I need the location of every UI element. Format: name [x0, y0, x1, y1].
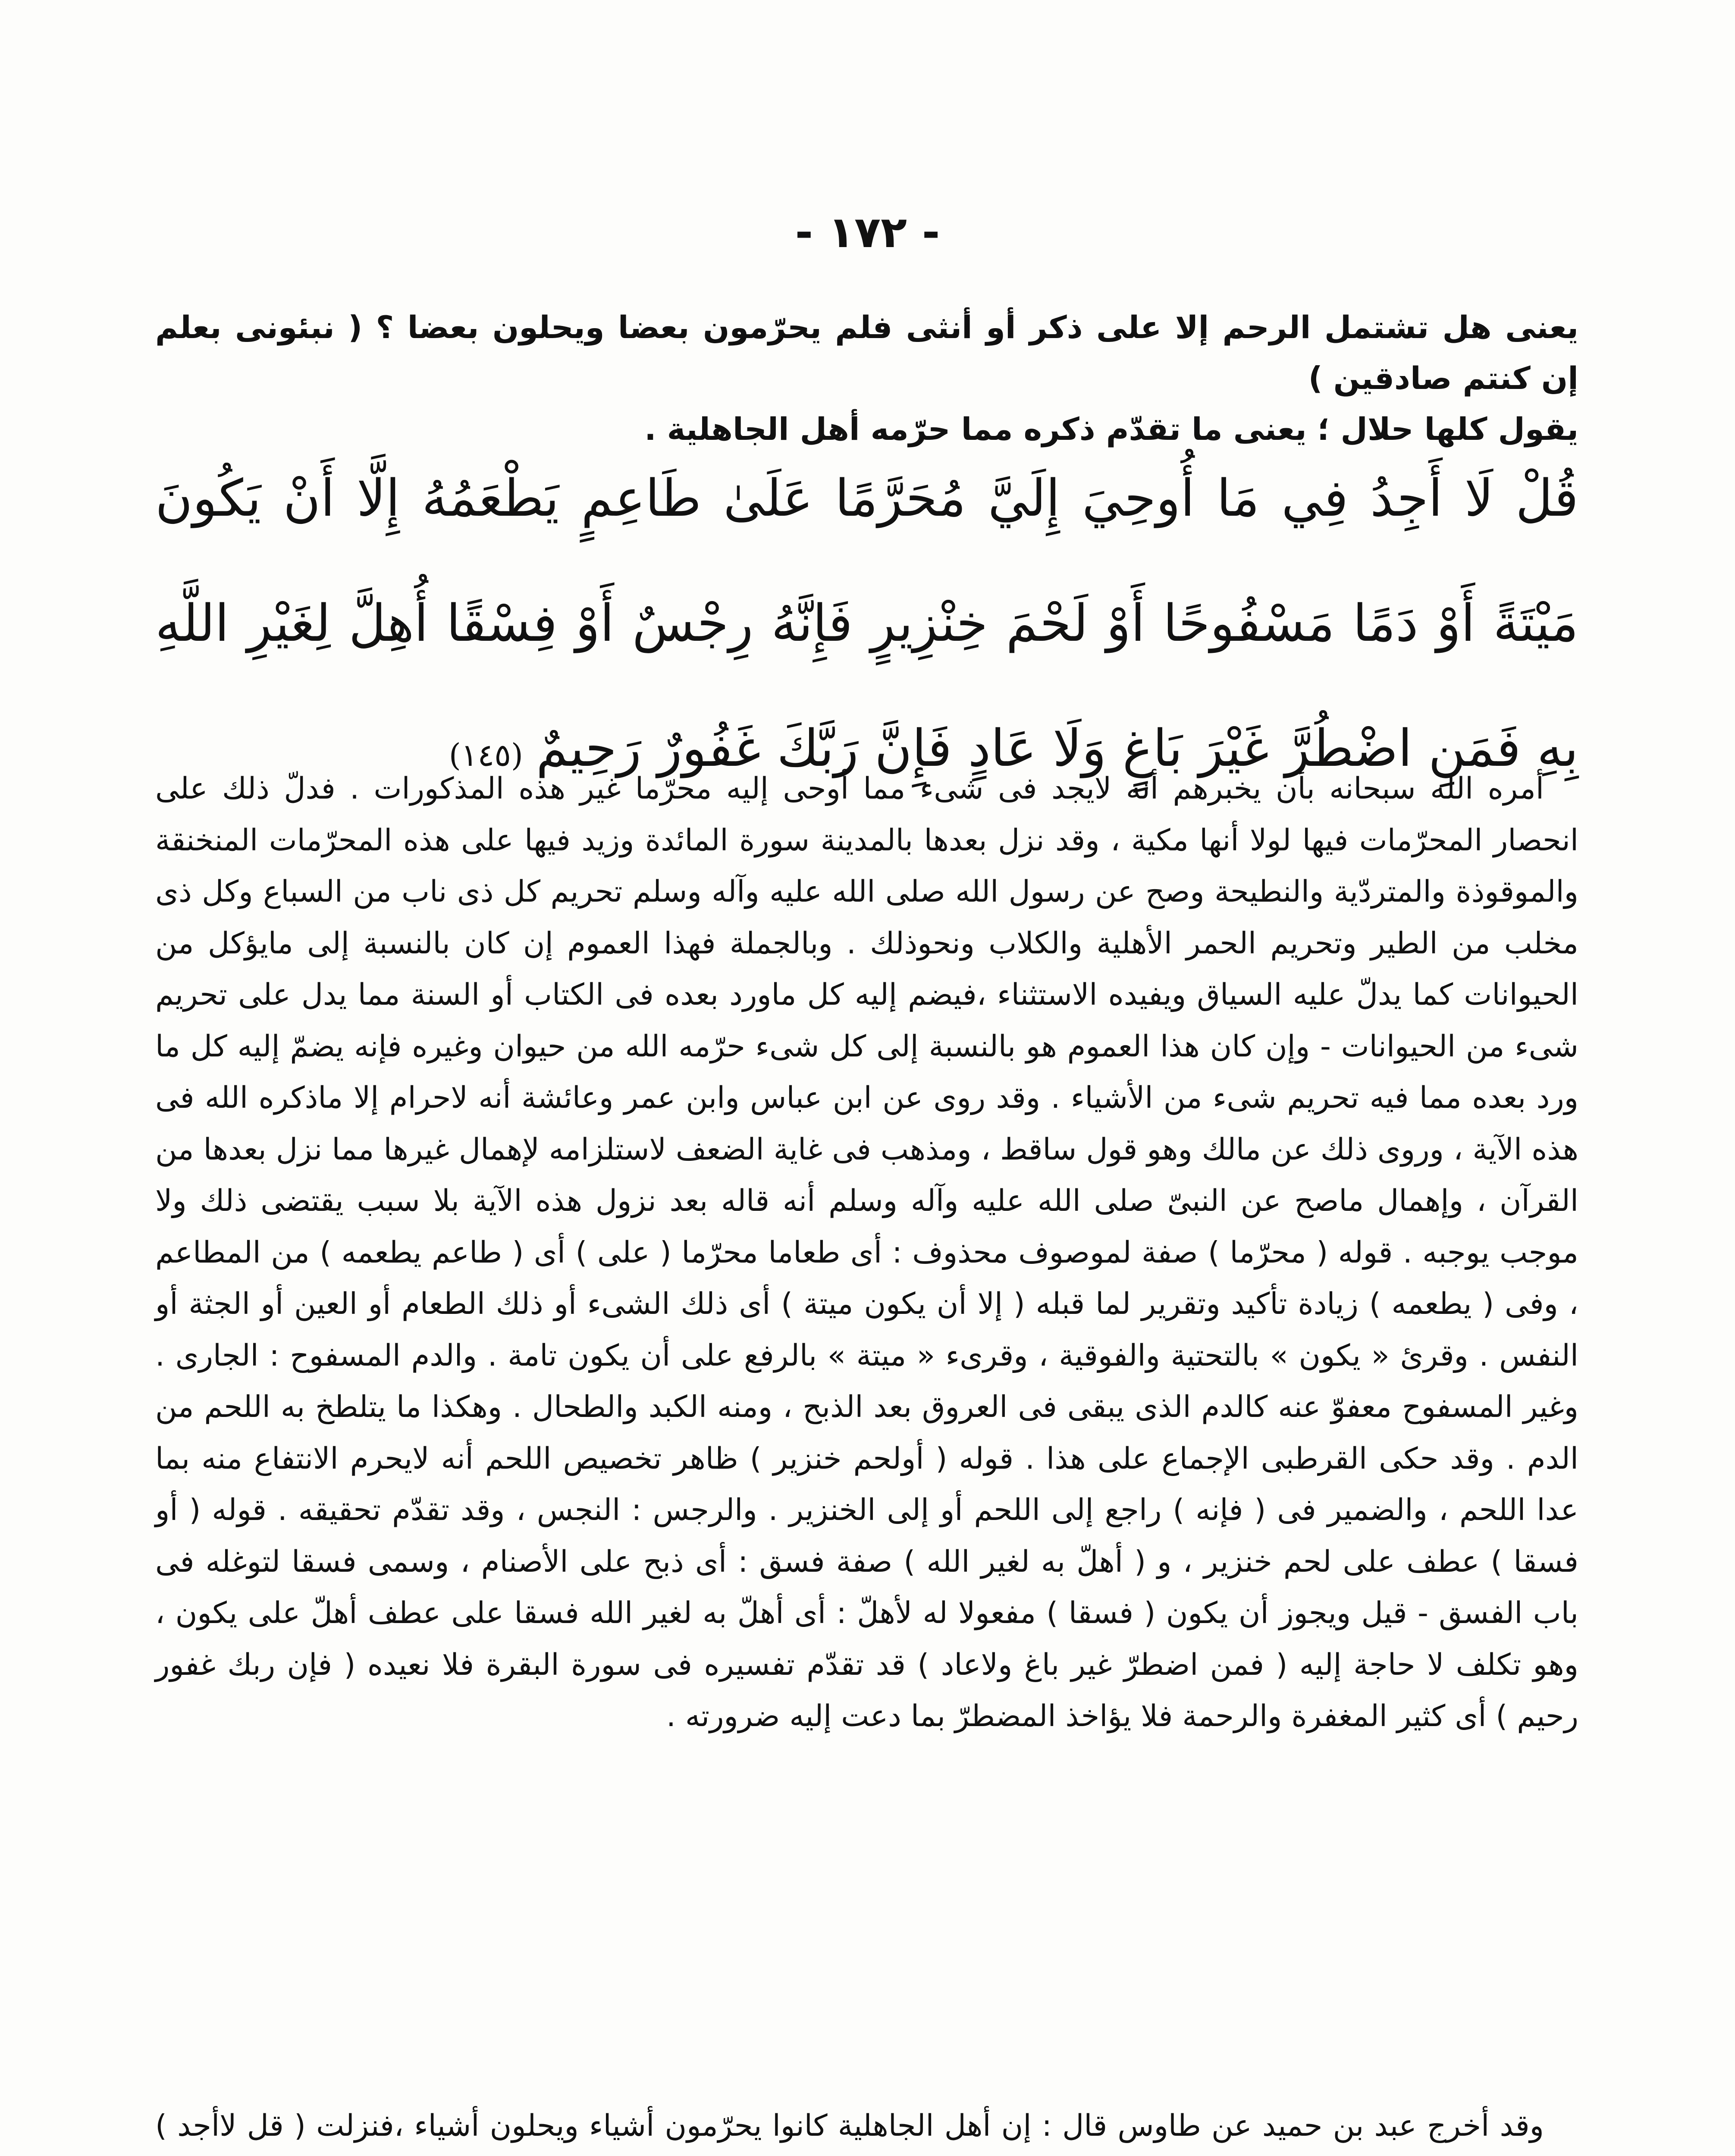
page-number: - ١٧٢ -	[795, 207, 940, 257]
intro-line-1: يعنى هل تشتمل الرحم إلا على ذكر أو أنثى فلم يحرّمون بعضا ويحلون بعضا ؟ ( نبئونى بعلم إن كنتم صادقين )	[155, 309, 1578, 396]
narrations-block	[155, 2100, 1578, 2156]
commentary-paragraph: أمره الله سبحانه بأن يخبرهم أنه لايجد فى شىء مما أوحى إليه محرّما غير هذه المذكورات . فدلّ ذلك على انحصار المحرّمات فيها لولا أنها مكية ، وقد نزل بعدها بالمدينة سورة المائدة وزيد فيها على هذه المحرّمات المنخنقة والموقوذة والمتردّية والنطيحة وصح عن رسول الله صلى الله عليه وآله وسلم تحريم كل ذى ناب من السباع وكل ذى مخلب من الطير وتحريم الحمر الأهلية والكلاب ونحوذلك . وبالجملة فهذا العموم إن كان بالنسبة إلى مايؤكل من الحيوانات كما يدلّ عليه السياق ويفيده الاستثناء ،فيضم إليه كل ماورد بعده فى الكتاب أو السنة مما يدل على تحريم شىء من الحيوانات - وإن كان هذا العموم هو بالنسبة إلى كل شىء حرّمه الله من حيوان وغيره فإنه يضمّ إليه كل ما ورد بعده مما فيه تحريم شىء من الأشياء . وقد روى عن ابن عباس وابن عمر وعائشة أنه لاحرام إلا ماذكره الله فى هذه الآية ، وروى ذلك عن مالك وهو قول ساقط ، ومذهب فى غاية الضعف لاستلزامه لإهمال غيرها مما نزل بعدها من القرآن ، وإهمال ماصح عن النبىّ صلى الله عليه وآله وسلم أنه قاله بعد نزول هذه الآية بلا سبب يقتضى ذلك ولا موجب يوجبه . قوله ( محرّما ) صفة لموصوف محذوف : أى طعاما محرّما ( على ) أى ( طاعم يطعمه ) من المطاعم ، وفى ( يطعمه ) زيادة تأكيد وتقرير لما قبله ( إلا أن يكون ميتة ) أى ذلك الشىء أو ذلك الطعام أو العين أو الجثة أو النفس . وقرئ « يكون » بالتحتية والفوقية ، وقرىء « ميتة » بالرفع على أن يكون تامة . والدم المسفوح : الجارى . وغير المسفوح معفوّ عنه كالدم الذى يبقى فى العروق بعد الذبح ، ومنه الكبد والطحال . وهكذا ما يتلطخ به اللحم من الدم . وقد حكى القرطبى الإجماع على هذا . قوله ( أولحم خنزير ) ظاهر تخصيص اللحم أنه لايحرم الانتفاع منه بما عدا اللحم ، والضمير فى ( فإنه ) راجع إلى اللحم أو إلى الخنزير . والرجس : النجس ، وقد تقدّم تحقيقه . قوله ( أو فسقا ) عطف على لحم خنزير ، و ( أهلّ به لغير الله ) صفة فسق : أى ذبح على الأصنام ، وسمى فسقا لتوغله فى باب الفسق - قيل ويجوز أن يكون ( فسقا ) مفعولا له لأهلّ : أى أهلّ به لغير الله فسقا على عطف أهلّ على يكون ، وهو تكلف لا حاجة إليه ( فمن اضطرّ غير باغ ولاعاد ) قد تقدّم تفسيره فى سورة البقرة فلا نعيده ( فإن ربك غفور رحيم ) أى كثير المغفرة والرحمة فلا يؤاخذ المضطرّ بما دعت إليه ضرورته .	[155, 771, 1578, 1733]
narrations-paragraph: وقد أخرج عبد بن حميد عن طاوس قال : إن أهل الجاهلية كانوا يحرّمون أشياء ويحلون أشياء ،فنزلت ( قل لاأجد )	[155, 2109, 1544, 2143]
intro-line-2: يقول كلها حلال ؛ يعنى ما تقدّم ذكره مما حرّمه أهل الجاهلية .	[644, 411, 1578, 447]
commentary-block	[155, 763, 1578, 1742]
intro-block	[155, 302, 1578, 454]
verse-text: قُلْ لَا أَجِدُ فِي مَا أُوحِيَ إِلَيَّ مُحَرَّمًا عَلَىٰ طَاعِمٍ يَطْعَمُهُ إِلَّا أَنْ يَكُونَ مَيْتَةً أَوْ دَمًا مَسْفُوحًا أَوْ لَحْمَ خِنْزِيرٍ فَإِنَّهُ رِجْسٌ أَوْ فِسْقًا أُهِلَّ لِغَيْرِ اللَّهِ بِهِ فَمَنِ اضْطُرَّ غَيْرَ بَاغٍ وَلَا عَادٍ فَإِنَّ رَبَّكَ غَفُورٌ رَحِيمٌ	[155, 468, 1578, 778]
quran-verse	[155, 436, 1578, 818]
verse-number: (١٤٥)	[449, 737, 523, 773]
